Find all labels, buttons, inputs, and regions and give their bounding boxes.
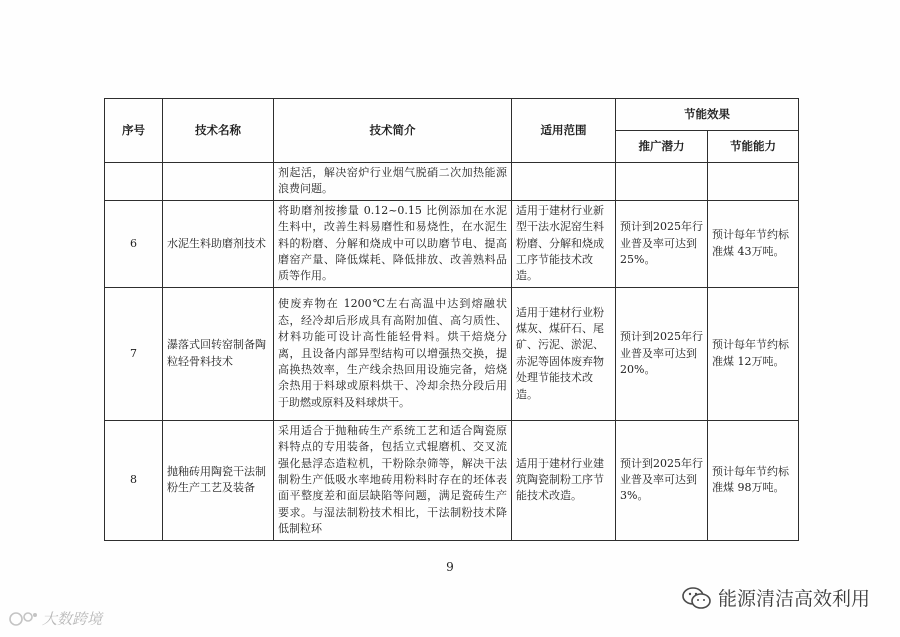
cell-potential: 预计到2025年行业普及率可达到25%。 [616,200,708,287]
logo-icon [8,610,38,628]
cell-name [163,163,274,201]
cell-seq: 7 [105,287,163,420]
wechat-icon [682,586,712,610]
cell-scope: 适用于建材行业建筑陶瓷制粉工序节能技术改造。 [512,420,616,540]
cell-potential [616,163,708,201]
cell-capacity: 预计每年节约标准煤 43万吨。 [708,200,799,287]
cell-capacity [708,163,799,201]
cell-name: 瀑落式回转窑制备陶粒轻骨料技术 [163,287,274,420]
cell-seq [105,163,163,201]
cell-intro: 采用适合于抛釉砖生产系统工艺和适合陶瓷原料特点的专用装备，包括立式辊磨机、交叉流强化悬浮态造粒机，干粉除杂筛等，解决干法制粉生产低吸水率地砖用粉料时存在的坯体表面平整度差和面层缺陷等问题，满足瓷砖生产要求。与湿法制粉技术相比，干法制粉技术降低制粒环 [274,420,512,540]
header-potential: 推广潜力 [616,131,708,163]
header-seq: 序号 [105,99,163,163]
wechat-watermark [682,584,870,611]
cell-seq: 8 [105,420,163,540]
header-effect: 节能效果 [616,99,799,131]
technology-table [104,98,799,541]
cell-scope [512,163,616,201]
watermark-right-text: 能源清洁高效利用 [717,588,870,610]
table-row [105,200,799,287]
header-scope: 适用范围 [512,99,616,163]
cell-scope: 适用于建材行业粉煤灰、煤矸石、尾矿、污泥、淤泥、赤泥等固体废弃物处理节能技术改造。 [512,287,616,420]
page-number: 9 [446,560,454,574]
cell-name: 水泥生料助磨剂技术 [163,200,274,287]
header-name: 技术名称 [163,99,274,163]
corner-watermark [8,608,102,629]
table-row-continuation [105,163,799,201]
cell-seq: 6 [105,200,163,287]
cell-scope: 适用于建材行业新型干法水泥窑生料粉磨、分解和烧成工序节能技术改造。 [512,200,616,287]
cell-intro: 使废弃物在 1200℃左右高温中达到熔融状态，经冷却后形成具有高附加值、高匀质性、材料功能可设计高性能轻骨料。烘干焙烧分离，且设备内部异型结构可以增强热交换，提高换热效率，生产线余热回用设施完备，焙烧余热用于料球或原料烘干、冷却余热分段后用于助燃或原料及料球烘干。 [274,287,512,420]
table-row [105,420,799,540]
cell-intro: 将助磨剂按掺量 0.12~0.15 比例添加在水泥生料中，改善生料易磨性和易烧性，在水泥生料的粉磨、分解和烧成中可以助磨节电、提高磨窑产量、降低煤耗、降低排放、改善熟料品质等作用。 [274,200,512,287]
cell-potential: 预计到2025年行业普及率可达到20%。 [616,287,708,420]
cell-capacity: 预计每年节约标准煤 12万吨。 [708,287,799,420]
cell-potential: 预计到2025年行业普及率可达到3%。 [616,420,708,540]
cell-capacity: 预计每年节约标准煤 98万吨。 [708,420,799,540]
watermark-left-text: 大数跨境 [42,610,103,628]
table-row [105,287,799,420]
cell-intro: 剂起活，解决窑炉行业烟气脱硝二次加热能源浪费问题。 [274,163,512,201]
header-intro: 技术简介 [274,99,512,163]
header-capacity: 节能能力 [708,131,799,163]
cell-name: 抛釉砖用陶瓷干法制粉生产工艺及装备 [163,420,274,540]
